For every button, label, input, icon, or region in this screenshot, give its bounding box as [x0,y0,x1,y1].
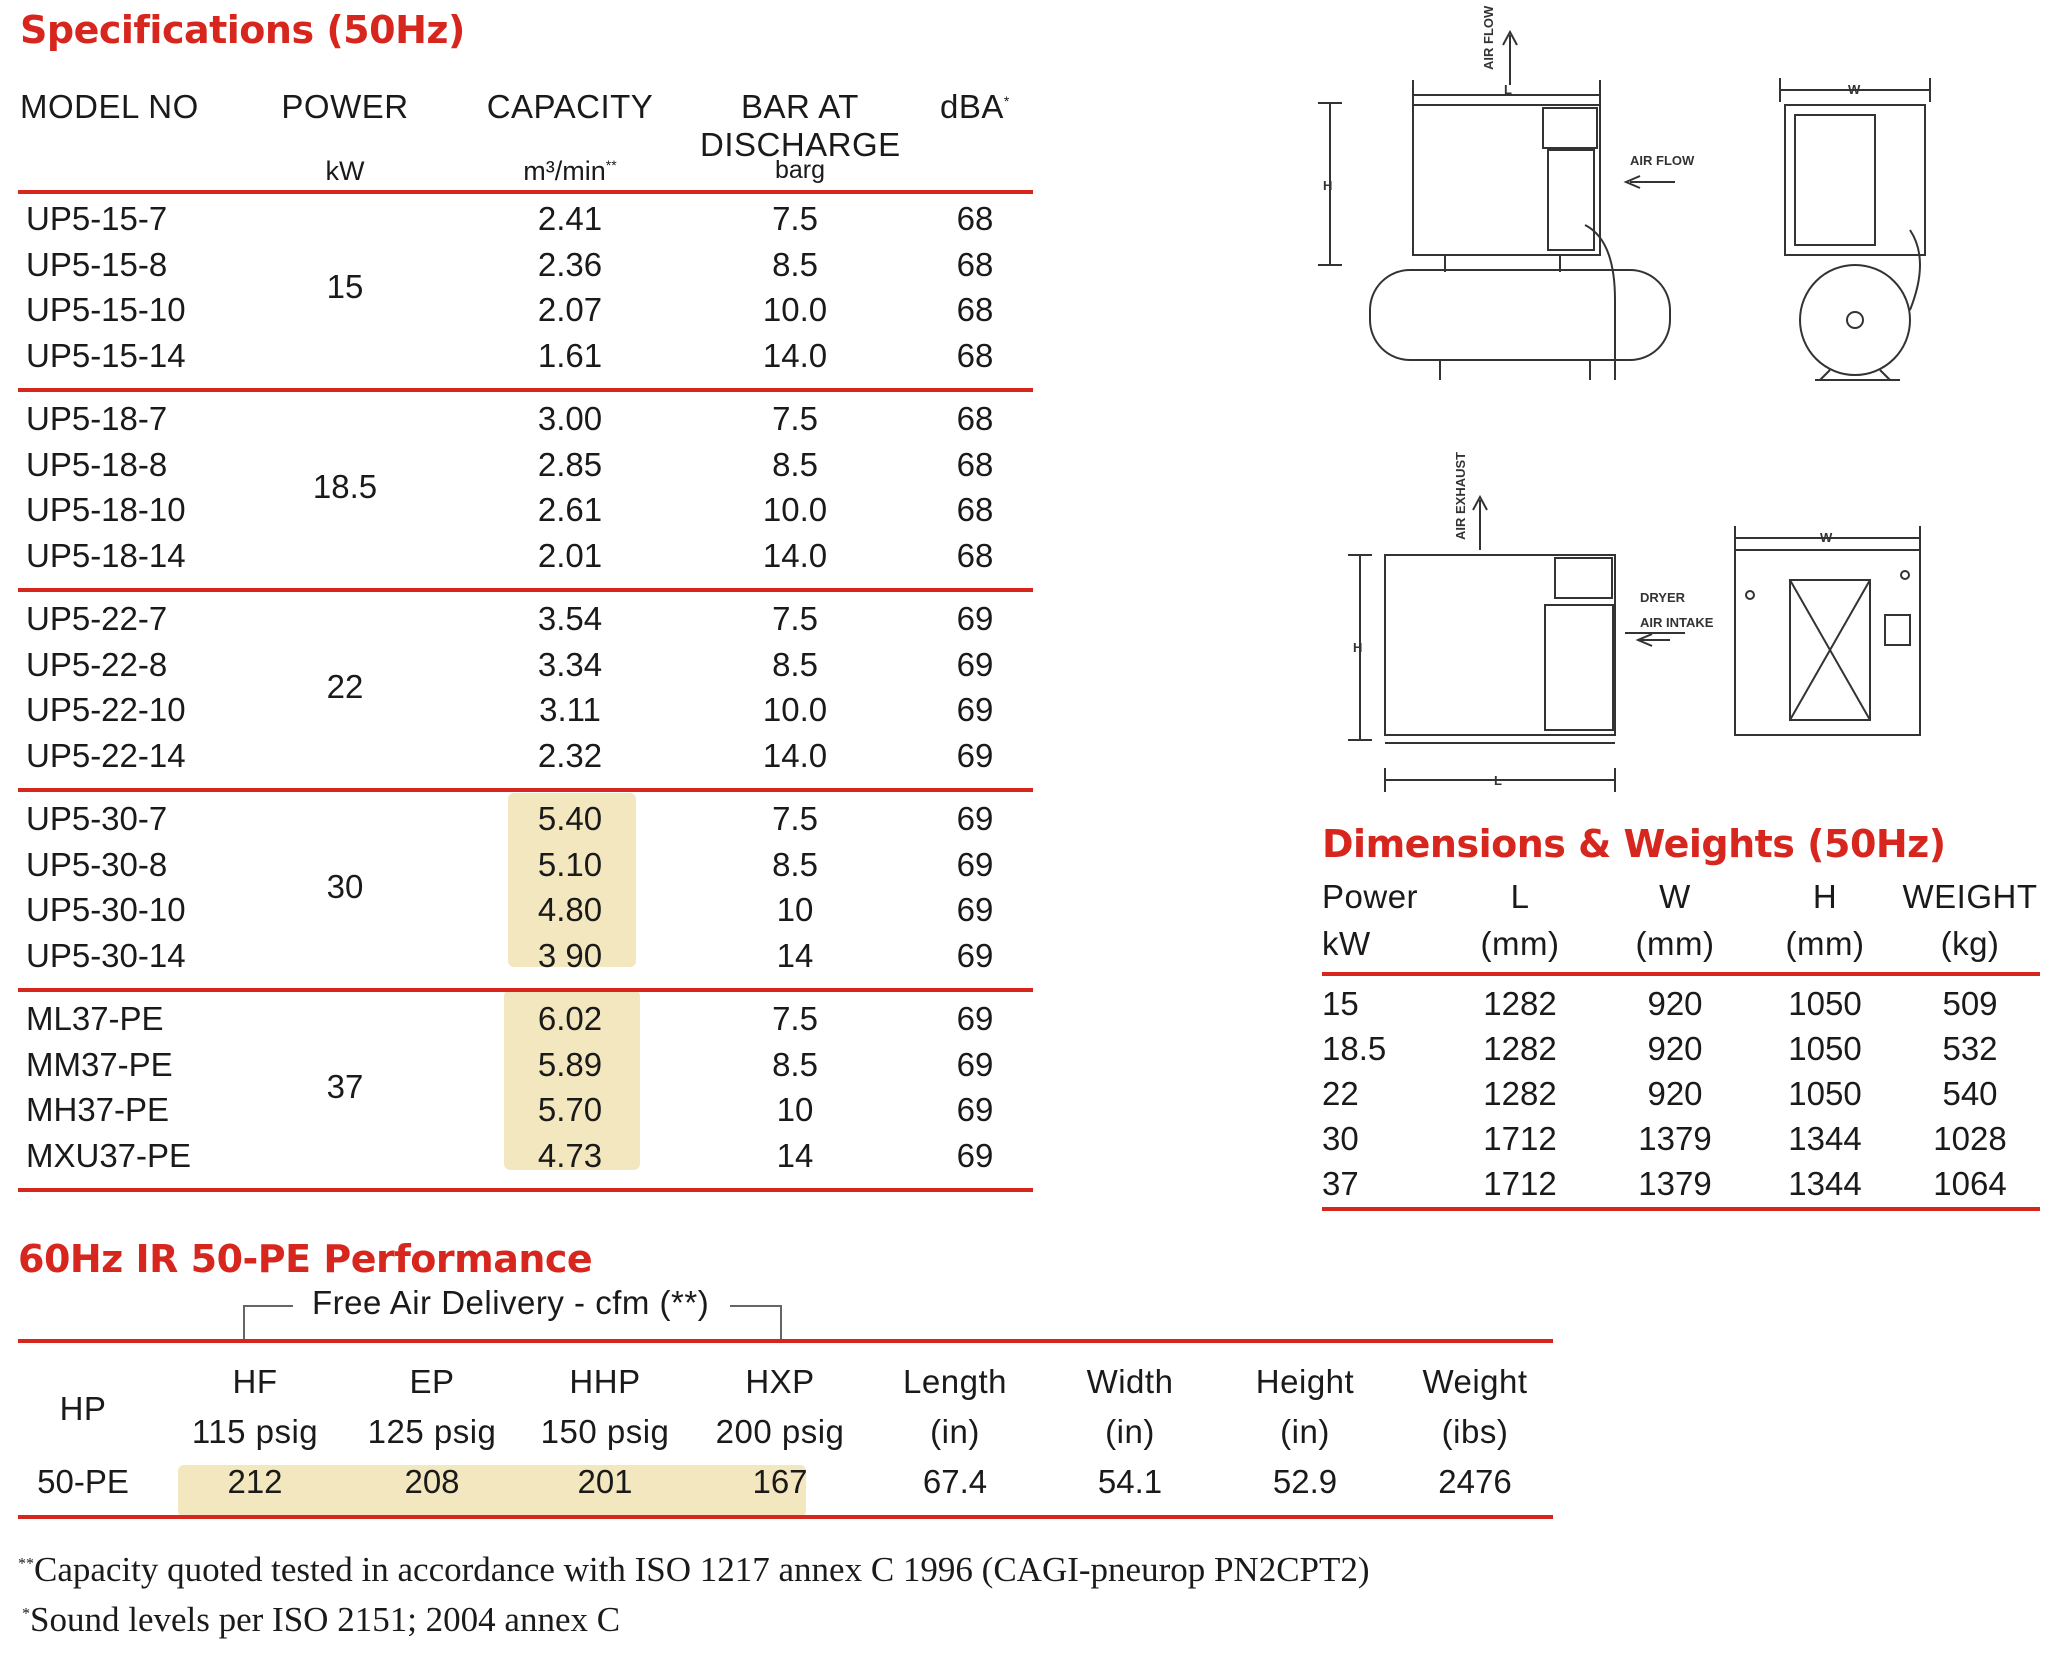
dims-cell: 920 [1647,985,1703,1022]
perf-header-top: HXP [745,1363,815,1400]
spec-model-cell: UP5-22-8 [26,645,168,683]
label-w-top: W [1848,82,1861,97]
label-h-bottom: H [1353,640,1363,655]
spec-rule-group [18,1188,1033,1192]
dims-cell: 920 [1647,1075,1703,1112]
dims-cell: 1282 [1483,985,1557,1022]
spec-model-cell: ML37-PE [26,1000,164,1037]
perf-header-top: HHP [569,1363,641,1400]
spec-rule-group [18,588,1033,592]
spec-bar-cell: 7.5 [772,600,818,637]
spec-capacity-cell: 3.54 [537,600,603,637]
dims-cell: 18.5 [1322,1030,1387,1067]
dims-header-bottom: (mm) [1635,925,1715,962]
spec-dba-cell: 68 [956,336,994,374]
label-air-exhaust: AIR EXHAUST [1453,451,1468,540]
spec-model-cell: MM37-PE [26,1045,173,1083]
label-l-top: L [1504,82,1512,97]
spec-capacity-cell: 2.61 [537,491,603,528]
spec-model-cell: UP5-22-14 [26,736,186,774]
spec-capacity-cell: 3.34 [537,645,603,683]
spec-dba-cell: 68 [956,245,994,283]
spec-model-cell: UP5-18-10 [26,491,186,528]
dims-header-top: H [1812,878,1838,915]
perf-header-bottom: (ibs) [1441,1413,1509,1450]
label-air-intake: AIR INTAKE [1640,615,1714,630]
spec-header-bar-at: BAR AT [741,88,859,125]
spec-rule-group [18,988,1033,992]
dims-cell: 509 [1942,985,1998,1022]
dims-title: Dimensions & Weights (50Hz) [1322,822,1946,866]
spec-header-power: POWER [281,88,409,125]
spec-model-cell: UP5-22-10 [26,691,186,728]
spec-model-cell: UP5-30-14 [26,936,186,974]
fad-label: Free Air Delivery - cfm (**) [312,1284,710,1321]
spec-bar-cell: 8.5 [772,445,818,483]
spec-capacity-cell: 2.32 [537,736,603,774]
dims-rule-header [1322,972,2040,976]
spec-bar-cell: 7.5 [772,200,818,237]
perf-header-top: Width [1086,1363,1174,1400]
spec-capacity-cell: 2.07 [537,291,603,328]
spec-dba-cell: 68 [956,445,994,483]
dims-cell: 1282 [1483,1075,1557,1112]
spec-bar-cell: 10.0 [762,291,828,328]
label-air-flow-side: AIR FLOW [1630,153,1695,168]
spec-bar-cell: 14.0 [762,336,828,374]
dims-header-top: L [1510,878,1530,915]
spec-bar-cell: 14 [776,936,814,974]
diagram-side-view-tank [1300,0,1700,390]
spec-capacity-cell: 4.80 [537,891,603,928]
spec-header-dba: dBA* [940,88,1010,125]
spec-bar-cell: 8.5 [772,245,818,283]
dims-cell: 1712 [1483,1120,1557,1157]
label-w-bottom: W [1820,530,1833,545]
spec-bar-cell: 14.0 [762,736,828,774]
perf-cell: 54.1 [1097,1463,1163,1500]
fad-bracket-left-top [243,1305,293,1307]
spec-unit-bar: barg [774,156,826,184]
spec-dba-cell: 68 [956,400,994,437]
spec-model-cell: UP5-15-10 [26,291,186,328]
fad-bracket-right [780,1305,782,1339]
spec-power-cell: 15 [326,268,364,305]
spec-bar-cell: 8.5 [772,645,818,683]
spec-capacity-cell: 5.40 [537,800,603,837]
spec-dba-cell: 69 [956,800,994,837]
dims-cell: 1050 [1788,985,1862,1022]
spec-model-cell: UP5-15-8 [26,245,168,283]
spec-dba-cell: 69 [956,1091,994,1128]
spec-capacity-cell: 3.11 [539,691,601,728]
spec-bar-cell: 7.5 [772,800,818,837]
dims-cell: 1050 [1788,1030,1862,1067]
dims-cell: 920 [1647,1030,1703,1067]
dims-cell: 22 [1322,1075,1359,1112]
spec-header-discharge: DISCHARGE [700,126,901,163]
dims-cell: 1282 [1483,1030,1557,1067]
spec-capacity-cell: 2.85 [537,445,603,483]
perf-header-top: HF [232,1363,278,1400]
dims-cell: 37 [1322,1165,1359,1202]
spec-header-model: MODEL NO [20,88,199,125]
spec-dba-cell: 68 [956,291,994,328]
dims-cell: 15 [1322,985,1359,1022]
perf-header-top: Length [903,1363,1007,1400]
perf-title: 60Hz IR 50-PE Performance [18,1237,593,1281]
dims-cell: 1712 [1483,1165,1557,1202]
spec-model-cell: UP5-22-7 [26,600,168,637]
spec-capacity-cell: 1.61 [537,336,603,374]
label-dryer: DRYER [1640,590,1686,605]
spec-dba-cell: 69 [956,600,994,637]
dims-cell: 1344 [1788,1165,1862,1202]
arrow-air-intake [1625,632,1685,634]
perf-header-bottom: 115 psig [191,1413,319,1450]
perf-cell: 212 [227,1463,283,1500]
spec-bar-cell: 7.5 [772,400,818,437]
spec-rule-group [18,788,1033,792]
spec-dba-cell: 68 [956,491,994,528]
diagram-side-view [1340,440,1670,800]
spec-capacity-cell: 3 90 [537,936,603,974]
spec-model-cell: UP5-18-14 [26,536,186,574]
spec-model-cell: UP5-18-8 [26,445,168,483]
dims-header-top: Power [1322,878,1419,915]
spec-bar-cell: 8.5 [772,1045,818,1083]
perf-cell: 2476 [1438,1463,1512,1500]
spec-header-capacity: CAPACITY [486,88,654,125]
spec-bar-cell: 14 [776,1136,814,1174]
dims-cell: 30 [1322,1120,1359,1157]
dims-header-bottom: (kg) [1940,925,2000,962]
label-h-top: H [1323,178,1333,193]
perf-header-top: HP [59,1390,107,1427]
perf-rule-bottom [18,1515,1553,1519]
dims-header-top: W [1659,878,1691,915]
spec-dba-cell: 69 [956,891,994,928]
perf-header-bottom: 150 psig [540,1413,670,1450]
spec-dba-cell: 69 [956,936,994,974]
spec-power-cell: 37 [326,1068,364,1105]
spec-capacity-cell: 5.89 [537,1045,603,1083]
spec-dba-cell: 69 [956,691,994,728]
spec-dba-cell: 69 [956,1000,994,1037]
dims-cell: 532 [1942,1030,1998,1067]
dims-cell: 1344 [1788,1120,1862,1157]
dims-cell: 540 [1942,1075,1998,1112]
spec-unit-power: kW [325,156,365,186]
spec-bar-cell: 10 [776,1091,814,1128]
dims-cell: 1064 [1933,1165,2007,1202]
dims-cell: 1050 [1788,1075,1862,1112]
spec-bar-cell: 7.5 [772,1000,818,1037]
dims-header-bottom: (mm) [1785,925,1865,962]
perf-header-bottom: (in) [1105,1413,1155,1450]
perf-rule-top [18,1339,1553,1343]
spec-bar-cell: 10.0 [762,691,828,728]
diagram-end-view-tank [1760,60,1940,390]
dims-header-bottom: kW [1322,925,1371,962]
spec-dba-cell: 69 [956,1045,994,1083]
perf-header-bottom: (in) [930,1413,980,1450]
spec-unit-capacity: m³/min** [523,156,617,186]
spec-bar-cell: 14.0 [762,536,828,574]
spec-power-cell: 30 [326,868,364,905]
dims-rule-bottom [1322,1207,2040,1211]
spec-model-cell: UP5-15-14 [26,336,186,374]
perf-cell: 67.4 [922,1463,988,1500]
dims-cell: 1379 [1638,1120,1712,1157]
dims-cell: 1028 [1933,1120,2007,1157]
spec-title: Specifications (50Hz) [20,8,465,52]
spec-model-cell: UP5-30-10 [26,891,186,928]
label-air-flow-top: AIR FLOW [1481,5,1496,70]
spec-model-cell: UP5-30-8 [26,845,168,883]
spec-dba-cell: 68 [956,200,994,237]
spec-dba-cell: 69 [956,845,994,883]
spec-capacity-cell: 5.10 [537,845,603,883]
spec-rule-group [18,388,1033,392]
spec-capacity-cell: 2.41 [537,200,603,237]
perf-cell: 208 [404,1463,460,1500]
diagram-end-view [1720,510,1940,750]
spec-dba-cell: 69 [956,736,994,774]
spec-dba-cell: 69 [956,1136,994,1174]
perf-header-bottom: 200 psig [715,1413,845,1450]
spec-capacity-cell: 5.70 [537,1091,603,1128]
dims-header-bottom: (mm) [1480,925,1560,962]
perf-cell: 167 [752,1463,808,1500]
dims-cell: 1379 [1638,1165,1712,1202]
spec-capacity-cell: 3.00 [537,400,603,437]
spec-model-cell: MXU37-PE [26,1136,192,1174]
perf-header-top: Height [1255,1363,1355,1400]
spec-bar-cell: 10 [776,891,814,928]
spec-model-cell: UP5-30-7 [26,800,168,837]
perf-header-bottom: (in) [1280,1413,1330,1450]
perf-header-top: Weight [1422,1363,1528,1400]
footnote-sound: *Sound levels per ISO 2151; 2004 annex C [22,1600,621,1639]
spec-bar-cell: 10.0 [762,491,828,528]
fad-bracket-right-top [730,1305,782,1307]
spec-rule-header [18,190,1033,194]
spec-model-cell: UP5-15-7 [26,200,168,237]
spec-capacity-cell: 4.73 [537,1136,603,1174]
fad-bracket-left [243,1305,245,1339]
spec-bar-cell: 8.5 [772,845,818,883]
spec-model-cell: MH37-PE [26,1091,170,1128]
perf-header-top: EP [409,1363,455,1400]
perf-cell: 50-PE [37,1463,129,1500]
spec-capacity-cell: 6.02 [537,1000,603,1037]
spec-dba-cell: 68 [956,536,994,574]
spec-power-cell: 18.5 [312,468,378,505]
spec-model-cell: UP5-18-7 [26,400,168,437]
perf-cell: 52.9 [1272,1463,1338,1500]
spec-capacity-cell: 2.01 [537,536,603,574]
dims-header-top: WEIGHT [1902,878,2038,915]
spec-dba-cell: 69 [956,645,994,683]
perf-cell: 201 [577,1463,633,1500]
perf-header-bottom: 125 psig [367,1413,497,1450]
spec-capacity-cell: 2.36 [537,245,603,283]
label-l-bottom: L [1494,773,1502,788]
footnote-capacity: **Capacity quoted tested in accordance with ISO 1217 annex C 1996 (CAGI-pneurop PN2CPT2) [18,1550,1370,1589]
spec-power-cell: 22 [326,668,364,705]
